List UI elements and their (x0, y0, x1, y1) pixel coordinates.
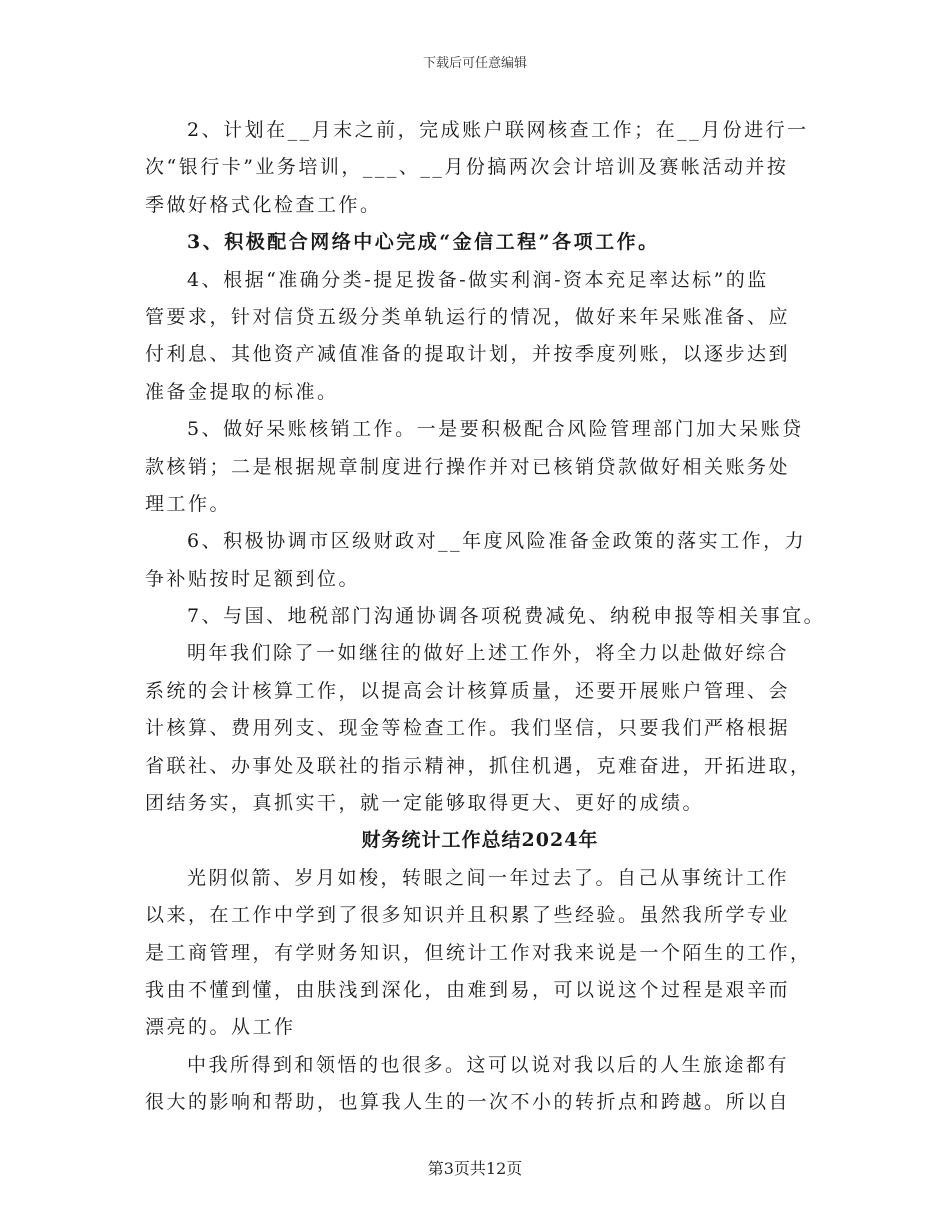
paragraph-line: 系统的会计核算工作，以提高会计核算质量，还要开展账户管理、会 (145, 679, 791, 702)
paragraph-line: 7、与国、地税部门沟通协调各项税费减免、纳税申报等相关事宜。 (187, 605, 826, 628)
paragraph-line: 光阴似箭、岁月如梭，转眼之间一年过去了。自己从事统计工作 (187, 866, 790, 889)
page-header: 下载后可任意编辑 (422, 56, 527, 71)
paragraph-line: 次“银行卡”业务培训，___、__月份搞两次会计培训及赛帐活动并按 (145, 156, 789, 179)
paragraph-line: 我由不懂到懂，由肤浅到深化，由难到易，可以说这个过程是艰辛而 (145, 978, 791, 1001)
paragraph-line: 很大的影响和帮助，也算我人生的一次不小的转折点和跨越。所以自 (145, 1091, 791, 1114)
paragraph-line: 2、计划在__月末之前，完成账户联网核查工作；在__月份进行一 (187, 119, 809, 141)
paragraph-line: 计核算、费用列支、现金等检查工作。我们坚信，只要我们严格根据 (145, 717, 791, 740)
page-footer: 第3页共12页 (427, 1159, 523, 1178)
paragraph-line: 省联社、办事处及联社的指示精神，抓住机遇，克难奋进，开拓进取， (145, 754, 812, 777)
paragraph-line: 漂亮的。从工作 (145, 1016, 296, 1039)
paragraph-line: 季做好格式化检查工作。 (145, 193, 382, 216)
paragraph-line: 3、积极配合网络中心完成“金信工程”各项工作。 (187, 231, 660, 254)
paragraph-line: 明年我们除了一如继往的做好上述工作外，将全力以赴做好综合 (187, 642, 790, 665)
paragraph-line: 款核销；二是根据规章制度进行操作并对已核销贷款做好相关账务处 (145, 455, 791, 478)
paragraph-line: 6、积极协调市区级财政对__年度风险准备金政策的落实工作，力 (187, 530, 807, 553)
section-title: 财务统计工作总结2024年 (361, 829, 599, 852)
document-body (145, 112, 826, 1122)
paragraph-line: 4、根据“准确分类-提足拨备-做实利润-资本充足率达标”的监 (187, 268, 769, 291)
paragraph-line: 理工作。 (145, 492, 232, 515)
paragraph-line: 以来，在工作中学到了很多知识并且积累了些经验。虽然我所学专业 (145, 904, 791, 927)
paragraph-line: 准备金提取的标准。 (145, 380, 339, 403)
paragraph-line: 争补贴按时足额到位。 (145, 567, 361, 590)
paragraph-line: 是工商管理，有学财务知识，但统计工作对我来说是一个陌生的工作， (145, 941, 812, 964)
paragraph-line: 管要求，针对信贷五级分类单轨运行的情况，做好来年呆账准备、应 (145, 305, 791, 328)
paragraph-line: 付利息、其他资产减值准备的提取计划，并按季度列账，以逐步达到 (145, 343, 791, 366)
paragraph-line: 团结务实，真抓实干，就一定能够取得更大、更好的成绩。 (145, 792, 705, 815)
paragraph-line: 中我所得到和领悟的也很多。这可以说对我以后的人生旅途都有 (187, 1053, 790, 1076)
paragraph-line: 5、做好呆账核销工作。一是要积极配合风险管理部门加大呆账贷 (187, 418, 804, 441)
